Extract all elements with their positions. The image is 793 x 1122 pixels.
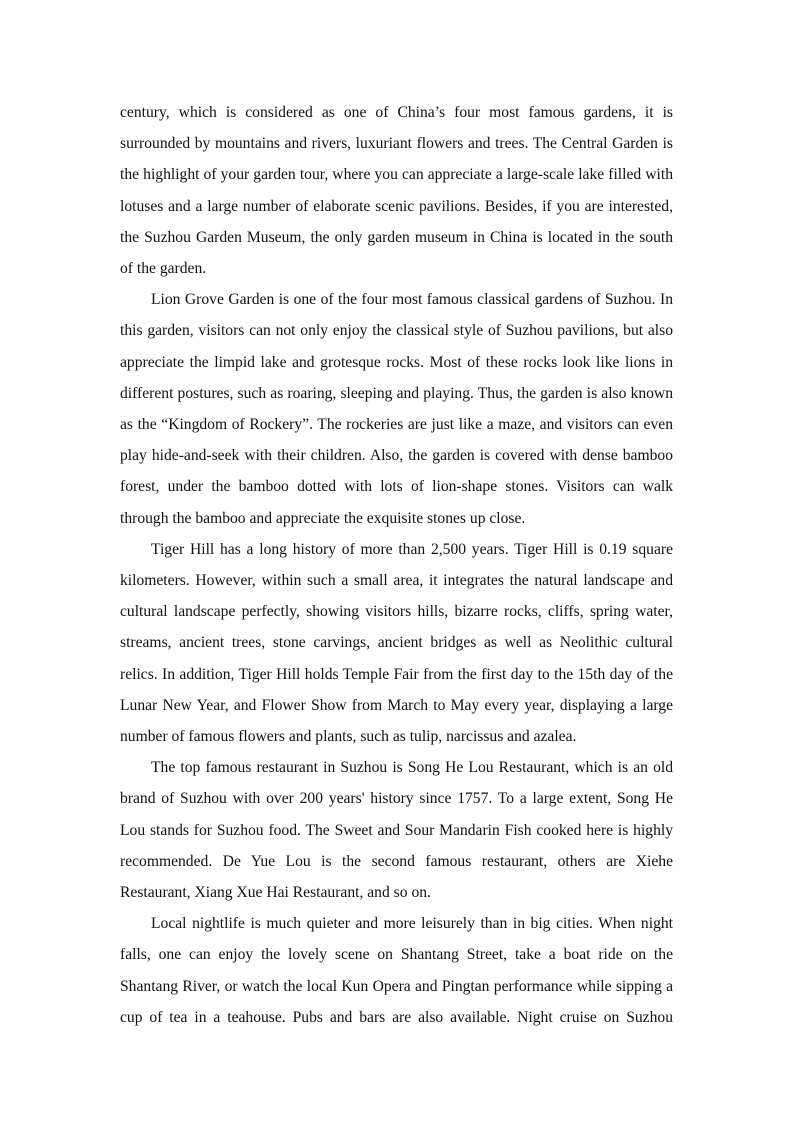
paragraph-lion-grove-garden: Lion Grove Garden is one of the four most famous classical gardens of Suzhou. In this garden, visitors can not only enjoy the classical style of Suzhou pavilions, but also appreciate the limpid lake and grotesque rocks. Most of these rocks look like lions in different postures, such as roaring, sleeping and playing. Thus, the garden is also known as the “Kingdom of Rockery”. The rockeries are just like a maze, and visitors can even play hide-and-seek with their children. Also, the garden is covered with dense bamboo forest, under the bamboo dotted with lots of lion-shape stones. Visitors can walk through the bamboo and appreciate the exquisite stones up close. — [120, 291, 673, 527]
paragraph-tiger-hill: Tiger Hill has a long history of more than 2,500 years. Tiger Hill is 0.19 square kilometers. However, within such a small area, it integrates the natural landscape and cultural landscape perfectly, showing visitors hills, bizarre rocks, cliffs, spring water, streams, ancient trees, stone carvings, ancient bridges as well as Neolithic cultural relics. In addition, Tiger Hill holds Temple Fair from the first day to the 15th day of the Lunar New Year, and Flower Show from March to May every year, displaying a large number of famous flowers and plants, such as tulip, narcissus and azalea. — [120, 540, 673, 746]
paragraph-nightlife: Local nightlife is much quieter and more leisurely than in big cities. When night falls, one can enjoy the lovely scene on Shantang Street, take a boat ride on the Shantang River, or watch the local Kun Opera and Pingtan performance while sipping a cup of tea in a teahouse. Pubs and bars are also available. Night cruise on Suzhou — [120, 915, 673, 1026]
paragraph-humble-administrator-garden-continued: century, which is considered as one of China’s four most famous gardens, it is surrounded by mountains and rivers, luxuriant flowers and trees. The Central Garden is the highlight of your garden tour, where you can appreciate a large-scale lake filled with lotuses and a large number of elaborate scenic pavilions. Besides, if you are interested, the Suzhou Garden Museum, the only garden museum in China is located in the south of the garden. — [120, 104, 673, 278]
document-body — [120, 97, 673, 1033]
paragraph-restaurants: The top famous restaurant in Suzhou is Song He Lou Restaurant, which is an old brand of Suzhou with over 200 years' history since 1757. To a large extent, Song He Lou stands for Suzhou food. The Sweet and Sour Mandarin Fish cooked here is highly recommended. De Yue Lou is the second famous restaurant, others are Xiehe Restaurant, Xiang Xue Hai Restaurant, and so on. — [120, 759, 673, 902]
